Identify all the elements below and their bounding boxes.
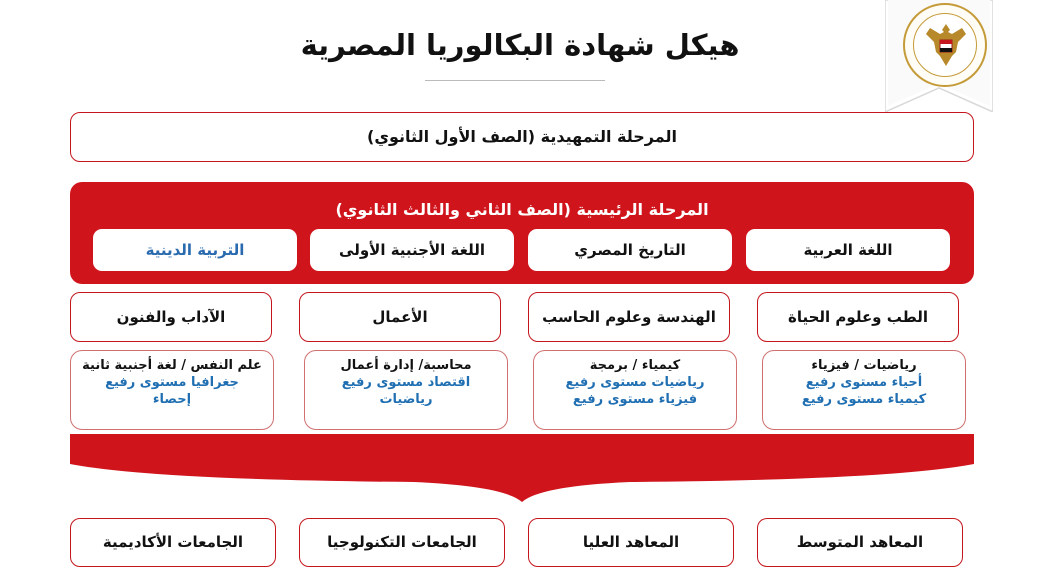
subjects-business xyxy=(304,350,508,430)
core-subject-foreign-language: اللغة الأجنبية الأولى xyxy=(310,229,514,271)
subject-line: رياضيات مستوى رفيع xyxy=(565,375,705,390)
subject-line: اقتصاد مستوى رفيع xyxy=(341,375,471,390)
subjects-arts xyxy=(70,350,274,430)
institution-middle-institutes: المعاهد المتوسط xyxy=(757,518,963,567)
eagle-icon xyxy=(922,20,970,72)
subject-line: فيزياء مستوى رفيع xyxy=(572,392,698,407)
title-divider xyxy=(425,80,605,81)
track-medicine: الطب وعلوم الحياة xyxy=(757,292,959,342)
track-engineering: الهندسة وعلوم الحاسب xyxy=(528,292,730,342)
institution-academic-universities: الجامعات الأكاديمية xyxy=(70,518,276,567)
subject-line: أحياء مستوى رفيع xyxy=(805,375,923,390)
subject-line: علم النفس / لغة أجنبية ثانية xyxy=(82,358,262,373)
core-subject-religion: التربية الدينية xyxy=(93,229,297,271)
subjects-engineering xyxy=(533,350,737,430)
main-stage-title: المرحلة الرئيسية (الصف الثاني والثالث الثانوي) xyxy=(335,200,709,219)
subject-line: رياضيات / فيزياء xyxy=(811,358,917,373)
core-subject-arabic: اللغة العربية xyxy=(746,229,950,271)
page-title: هيكل شهادة البكالوريا المصرية xyxy=(300,28,740,62)
subjects-medicine xyxy=(762,350,966,430)
subject-line: إحصاء xyxy=(152,392,192,407)
pathways-arrow xyxy=(70,434,974,504)
subject-line: جغرافيا مستوى رفيع xyxy=(105,375,239,390)
ministry-logo xyxy=(903,3,987,87)
track-business: الأعمال xyxy=(299,292,501,342)
subject-line: رياضيات xyxy=(379,392,433,407)
preparatory-stage-box: المرحلة التمهيدية (الصف الأول الثانوي) xyxy=(70,112,974,162)
subject-line: كيمياء / برمجة xyxy=(589,358,681,373)
track-arts: الآداب والفنون xyxy=(70,292,272,342)
subject-line: كيمياء مستوى رفيع xyxy=(801,392,927,407)
institution-higher-institutes: المعاهد العليا xyxy=(528,518,734,567)
subject-line: محاسبة/ إدارة أعمال xyxy=(340,358,472,373)
institution-technological-universities: الجامعات التكنولوجيا xyxy=(299,518,505,567)
core-subject-history: التاريخ المصري xyxy=(528,229,732,271)
